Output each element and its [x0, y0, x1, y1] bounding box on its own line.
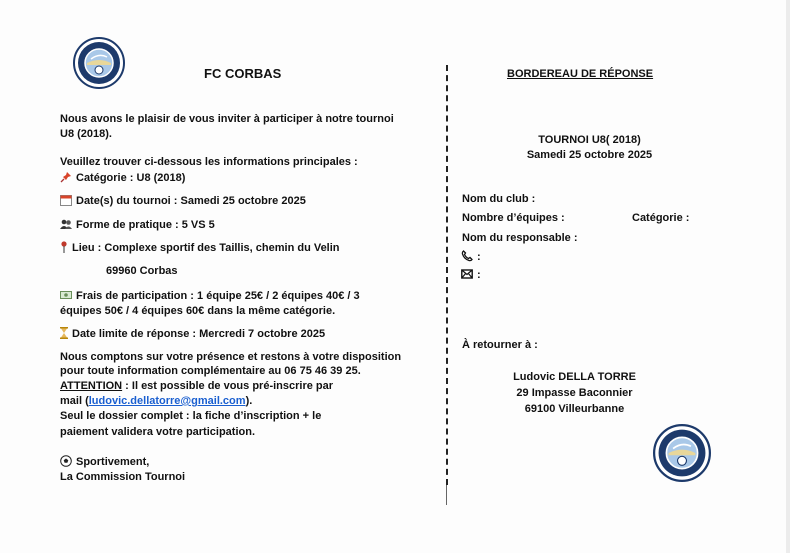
info-deadline	[60, 327, 325, 341]
field-team-count[interactable]: Nombre d’équipes :	[462, 212, 565, 224]
info-heading: Veuillez trouver ci-dessous les informations principales :	[60, 156, 358, 168]
club-logo-small	[653, 424, 711, 482]
info-category-text: Catégorie : U8 (2018)	[76, 172, 186, 184]
email-label: :	[477, 269, 481, 281]
info-format-text: Forme de pratique : 5 VS 5	[76, 219, 215, 231]
signoff-text: Sportivement,	[76, 456, 150, 468]
closing-line-2: pour toute information complémentaire au 06 75 46 39 25.	[60, 365, 361, 377]
pushpin-icon	[60, 171, 72, 183]
info-category	[60, 171, 185, 185]
field-email[interactable]	[461, 268, 481, 282]
info-fees-text: Frais de participation : 1 équipe 25€ / 2 équipes 40€ / 3	[76, 290, 360, 302]
return-street: 29 Impasse Baconnier	[516, 387, 633, 399]
return-city: 69100 Villeurbanne	[524, 403, 625, 415]
club-logo	[73, 37, 125, 89]
dossier-line-1: Seul le dossier complet : la fiche d’inscription + le	[60, 410, 322, 422]
soccer-ball-icon	[60, 455, 72, 467]
phone-label: :	[477, 251, 481, 263]
mail-prefix: mail (	[60, 395, 89, 407]
money-icon	[60, 289, 72, 301]
signoff	[60, 455, 149, 469]
intro-line-2: U8 (2018).	[60, 128, 112, 140]
cut-line-divider	[446, 65, 448, 485]
return-to-label: À retourner à :	[462, 339, 538, 351]
field-club-name[interactable]: Nom du club :	[462, 193, 536, 205]
club-title: FC CORBAS	[204, 66, 282, 81]
mail-suffix: ).	[245, 395, 253, 407]
envelope-icon	[461, 268, 473, 280]
attention-label: ATTENTION	[60, 380, 123, 392]
field-category[interactable]: Catégorie :	[632, 212, 690, 224]
closing-line-1: Nous comptons sur votre présence et restons à votre disposition	[60, 351, 402, 363]
mail-line	[60, 394, 252, 408]
info-location	[60, 241, 340, 255]
signature: La Commission Tournoi	[60, 471, 186, 483]
field-phone[interactable]	[461, 250, 481, 264]
calendar-icon	[60, 194, 72, 206]
info-fees-line-2: équipes 50€ / 4 équipes 60€ dans la même catégorie.	[60, 305, 336, 317]
people-icon	[60, 218, 72, 230]
info-format	[60, 218, 215, 232]
attention-line	[60, 379, 333, 393]
info-location-text: Lieu : Complexe sportif des Taillis, chemin du Velin	[72, 242, 340, 254]
tournament-name: TOURNOI U8( 2018)	[538, 134, 641, 146]
intro-line-1: Nous avons le plaisir de vous inviter à participer à notre tournoi	[60, 113, 394, 125]
page-edge-scrollbar[interactable]	[786, 0, 790, 553]
location-pin-icon	[60, 241, 68, 253]
info-fees	[60, 289, 360, 303]
field-manager-name[interactable]: Nom du responsable :	[462, 232, 578, 244]
attention-text: : Il est possible de vous pré-inscrire par	[122, 380, 334, 392]
return-name: Ludovic DELLA TORRE	[513, 371, 636, 383]
tournament-date: Samedi 25 octobre 2025	[526, 149, 653, 161]
cut-line-tail	[446, 485, 447, 505]
info-location-city: 69960 Corbas	[106, 265, 178, 277]
info-date-text: Date(s) du tournoi : Samedi 25 octobre 2025	[76, 195, 306, 207]
dossier-line-2: paiement validera votre participation.	[60, 426, 256, 438]
response-form-title: BORDEREAU DE RÉPONSE	[507, 68, 654, 80]
info-deadline-text: Date limite de réponse : Mercredi 7 octobre 2025	[72, 328, 326, 340]
info-date	[60, 194, 306, 208]
hourglass-icon	[60, 327, 68, 339]
email-link[interactable]: ludovic.dellatorre@gmail.com	[88, 395, 246, 407]
phone-icon	[461, 250, 473, 262]
